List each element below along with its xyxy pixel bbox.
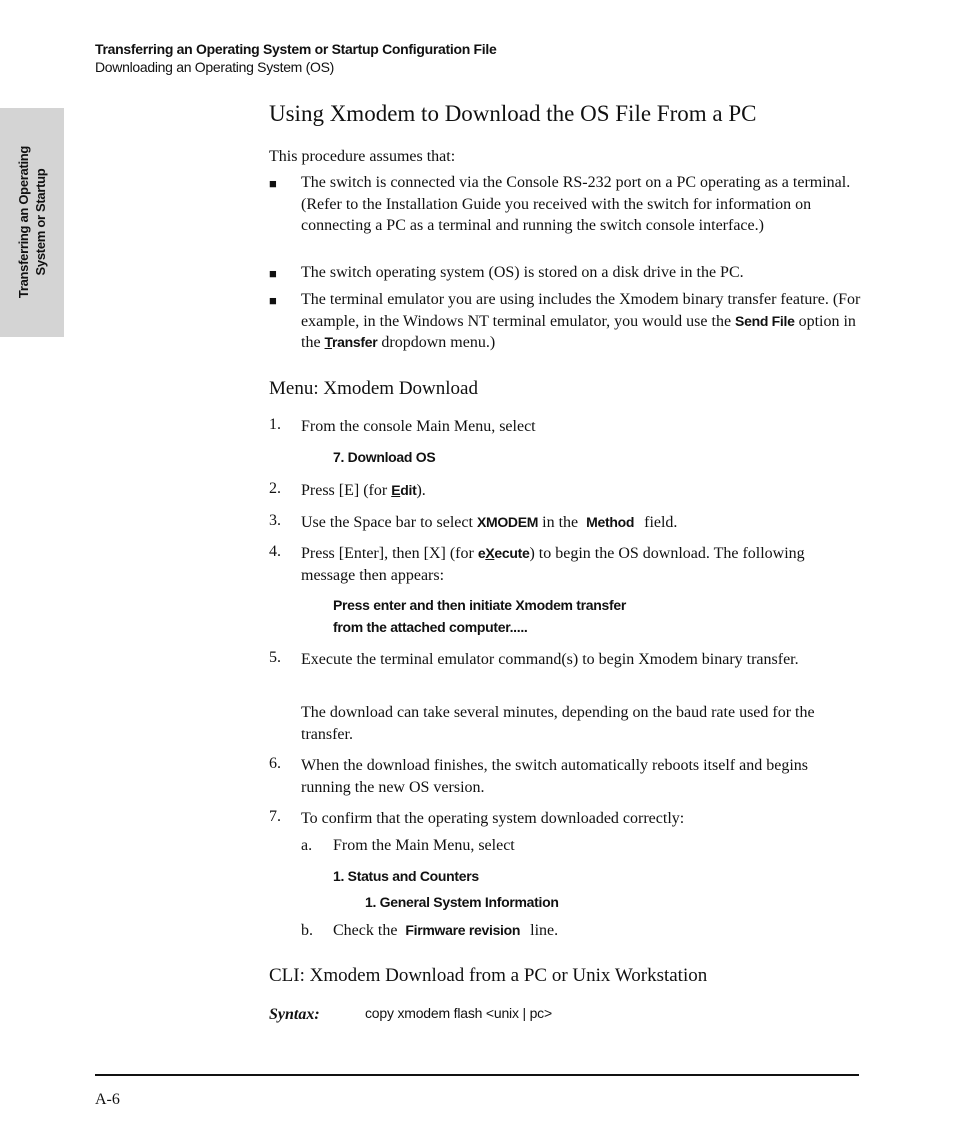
step-number: 3. — [269, 512, 281, 529]
bullet-marker: ■ — [269, 293, 277, 308]
method-field-term: Method — [586, 514, 635, 530]
step-2-text: Press [E] (for Edit). — [301, 482, 426, 499]
step-7-text: To confirm that the operating system downloaded correctly: — [301, 810, 685, 827]
running-header-section: Downloading an Operating System (OS) — [95, 59, 334, 75]
step-number: 5. — [269, 649, 281, 666]
menu-section-heading: Menu: Xmodem Download — [269, 378, 478, 399]
console-message-line-2: from the attached computer..... — [333, 619, 528, 635]
firmware-revision-term: Firmware revision — [405, 922, 521, 938]
bullet-marker: ■ — [269, 266, 277, 281]
step-6-text: When the download finishes, the switch automatically reboots itself and begins running the new OS version. — [301, 757, 808, 796]
menu-command-download-os: 7. Download OS — [333, 449, 436, 465]
step-5-note: The download can take several minutes, depending on the baud rate used for the transfer. — [301, 704, 815, 743]
send-file-term: Send File — [735, 312, 795, 329]
step-number: 6. — [269, 755, 281, 772]
side-tab-line-1: Transferring an Operating — [16, 145, 31, 299]
transfer-menu-term: Transfer — [324, 334, 378, 350]
cli-section-heading: CLI: Xmodem Download from a PC or Unix Workstation — [269, 965, 708, 986]
bullet-item-os-storage: The switch operating system (OS) is stored on a disk drive in the PC. — [301, 264, 744, 281]
side-tab-label — [15, 112, 49, 332]
syntax-command: copy xmodem flash <unix | pc> — [365, 1005, 552, 1021]
step-number: 2. — [269, 480, 281, 497]
page-title: Using Xmodem to Download the OS File From a PC — [269, 101, 757, 126]
menu-command-status-counters: 1. Status and Counters — [333, 868, 479, 884]
syntax-label: Syntax: — [269, 1006, 320, 1023]
bullet-item-terminal-emulator: The terminal emulator you are using includes the Xmodem binary transfer feature. (For example, in the Windows NT terminal emulator, you would use the Send File option in the Transfer dropdown menu.) — [301, 291, 861, 351]
bullet-marker: ■ — [269, 176, 277, 191]
execute-key-term: eXecute — [477, 545, 530, 561]
step-4-text: Press [Enter], then [X] (for eXecute) to begin the OS download. The following message then appears: — [301, 545, 805, 584]
substep-label: a. — [301, 837, 313, 854]
page-number: A-6 — [95, 1091, 120, 1108]
intro-text: This procedure assumes that: — [269, 148, 456, 165]
step-7b-text: Check the Firmware revision line. — [333, 922, 559, 939]
footer-divider — [95, 1074, 859, 1076]
step-1-text: From the console Main Menu, select — [301, 418, 536, 435]
step-7a-text: From the Main Menu, select — [333, 837, 515, 854]
edit-key-term: Edit — [391, 482, 417, 498]
step-3-text: Use the Space bar to select XMODEM in the Method field. — [301, 514, 678, 531]
console-message-line-1: Press enter and then initiate Xmodem transfer — [333, 597, 627, 613]
bullet-item-console: The switch is connected via the Console RS-232 port on a PC operating as a terminal. (Refer to the Installation Guide you received with the switch for information on connecting a PC as a terminal and running the switch console interface.) — [301, 174, 851, 234]
step-number: 1. — [269, 416, 281, 433]
menu-command-general-system-info: 1. General System Information — [365, 894, 559, 910]
substep-label: b. — [301, 922, 313, 939]
step-5-text: Execute the terminal emulator command(s) to begin Xmodem binary transfer. — [301, 651, 799, 668]
running-header-chapter: Transferring an Operating System or Startup Configuration File — [95, 41, 497, 57]
xmodem-term: XMODEM — [476, 514, 539, 530]
side-tab — [0, 108, 64, 337]
side-tab-line-2: System or Startup — [33, 168, 48, 276]
step-number: 7. — [269, 808, 281, 825]
step-number: 4. — [269, 543, 281, 560]
